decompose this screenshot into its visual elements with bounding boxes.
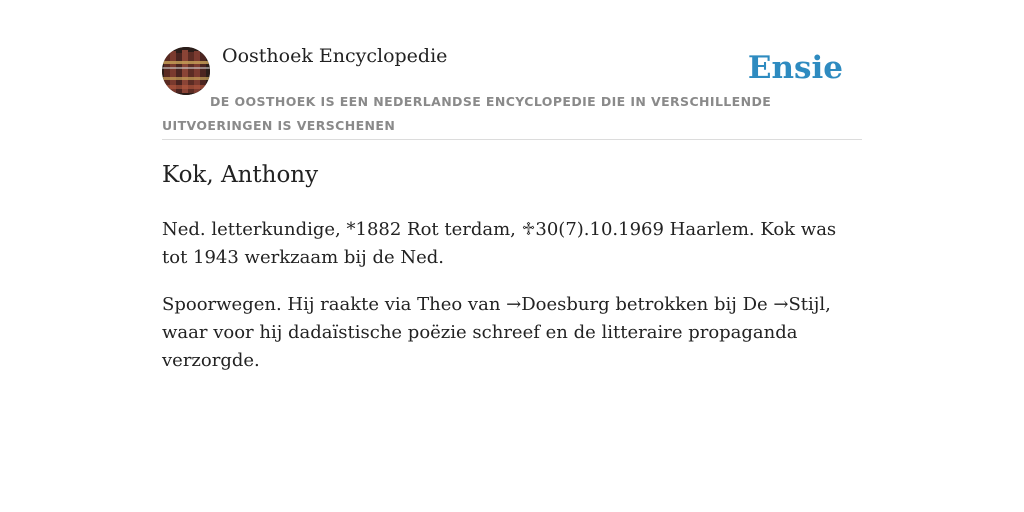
article-paragraph-2 (162, 291, 862, 375)
paragraph-2-text-end: , waar voor hij dadaïstische poëzie schreef en de litteraire propaganda verzorgde. (162, 294, 831, 371)
site-tagline: DE OOSTHOEK IS EEN NEDERLANDSE ENCYCLOPEDIE DIE IN VERSCHILLENDE UITVOERINGEN IS VERSCHENEN (162, 94, 772, 133)
paragraph-2-text-middle: betrokken bij De (609, 294, 774, 315)
page-container (162, 0, 862, 371)
encyclopedia-books-icon (162, 47, 210, 95)
paragraph-2-text-start: Spoorwegen. Hij raakte via Theo van (162, 294, 507, 315)
cross-reference-link-stijl[interactable]: →Stijl (773, 294, 826, 315)
avatar[interactable] (162, 47, 210, 95)
cross-reference-link-doesburg[interactable]: →Doesburg (506, 294, 610, 315)
site-name[interactable]: Oosthoek Encyclopedie (222, 45, 448, 67)
article-title: Kok, Anthony (162, 162, 319, 188)
paragraph-1-text: Ned. letterkundige, *1882 Rot terdam, ♱30(7).10.1969 Haarlem. Kok was tot 1943 werkzaam bij de Ned. (162, 219, 837, 268)
site-header (162, 0, 862, 140)
article-paragraph-1 (162, 216, 862, 272)
brand-logo-link[interactable]: Ensie (747, 50, 843, 86)
